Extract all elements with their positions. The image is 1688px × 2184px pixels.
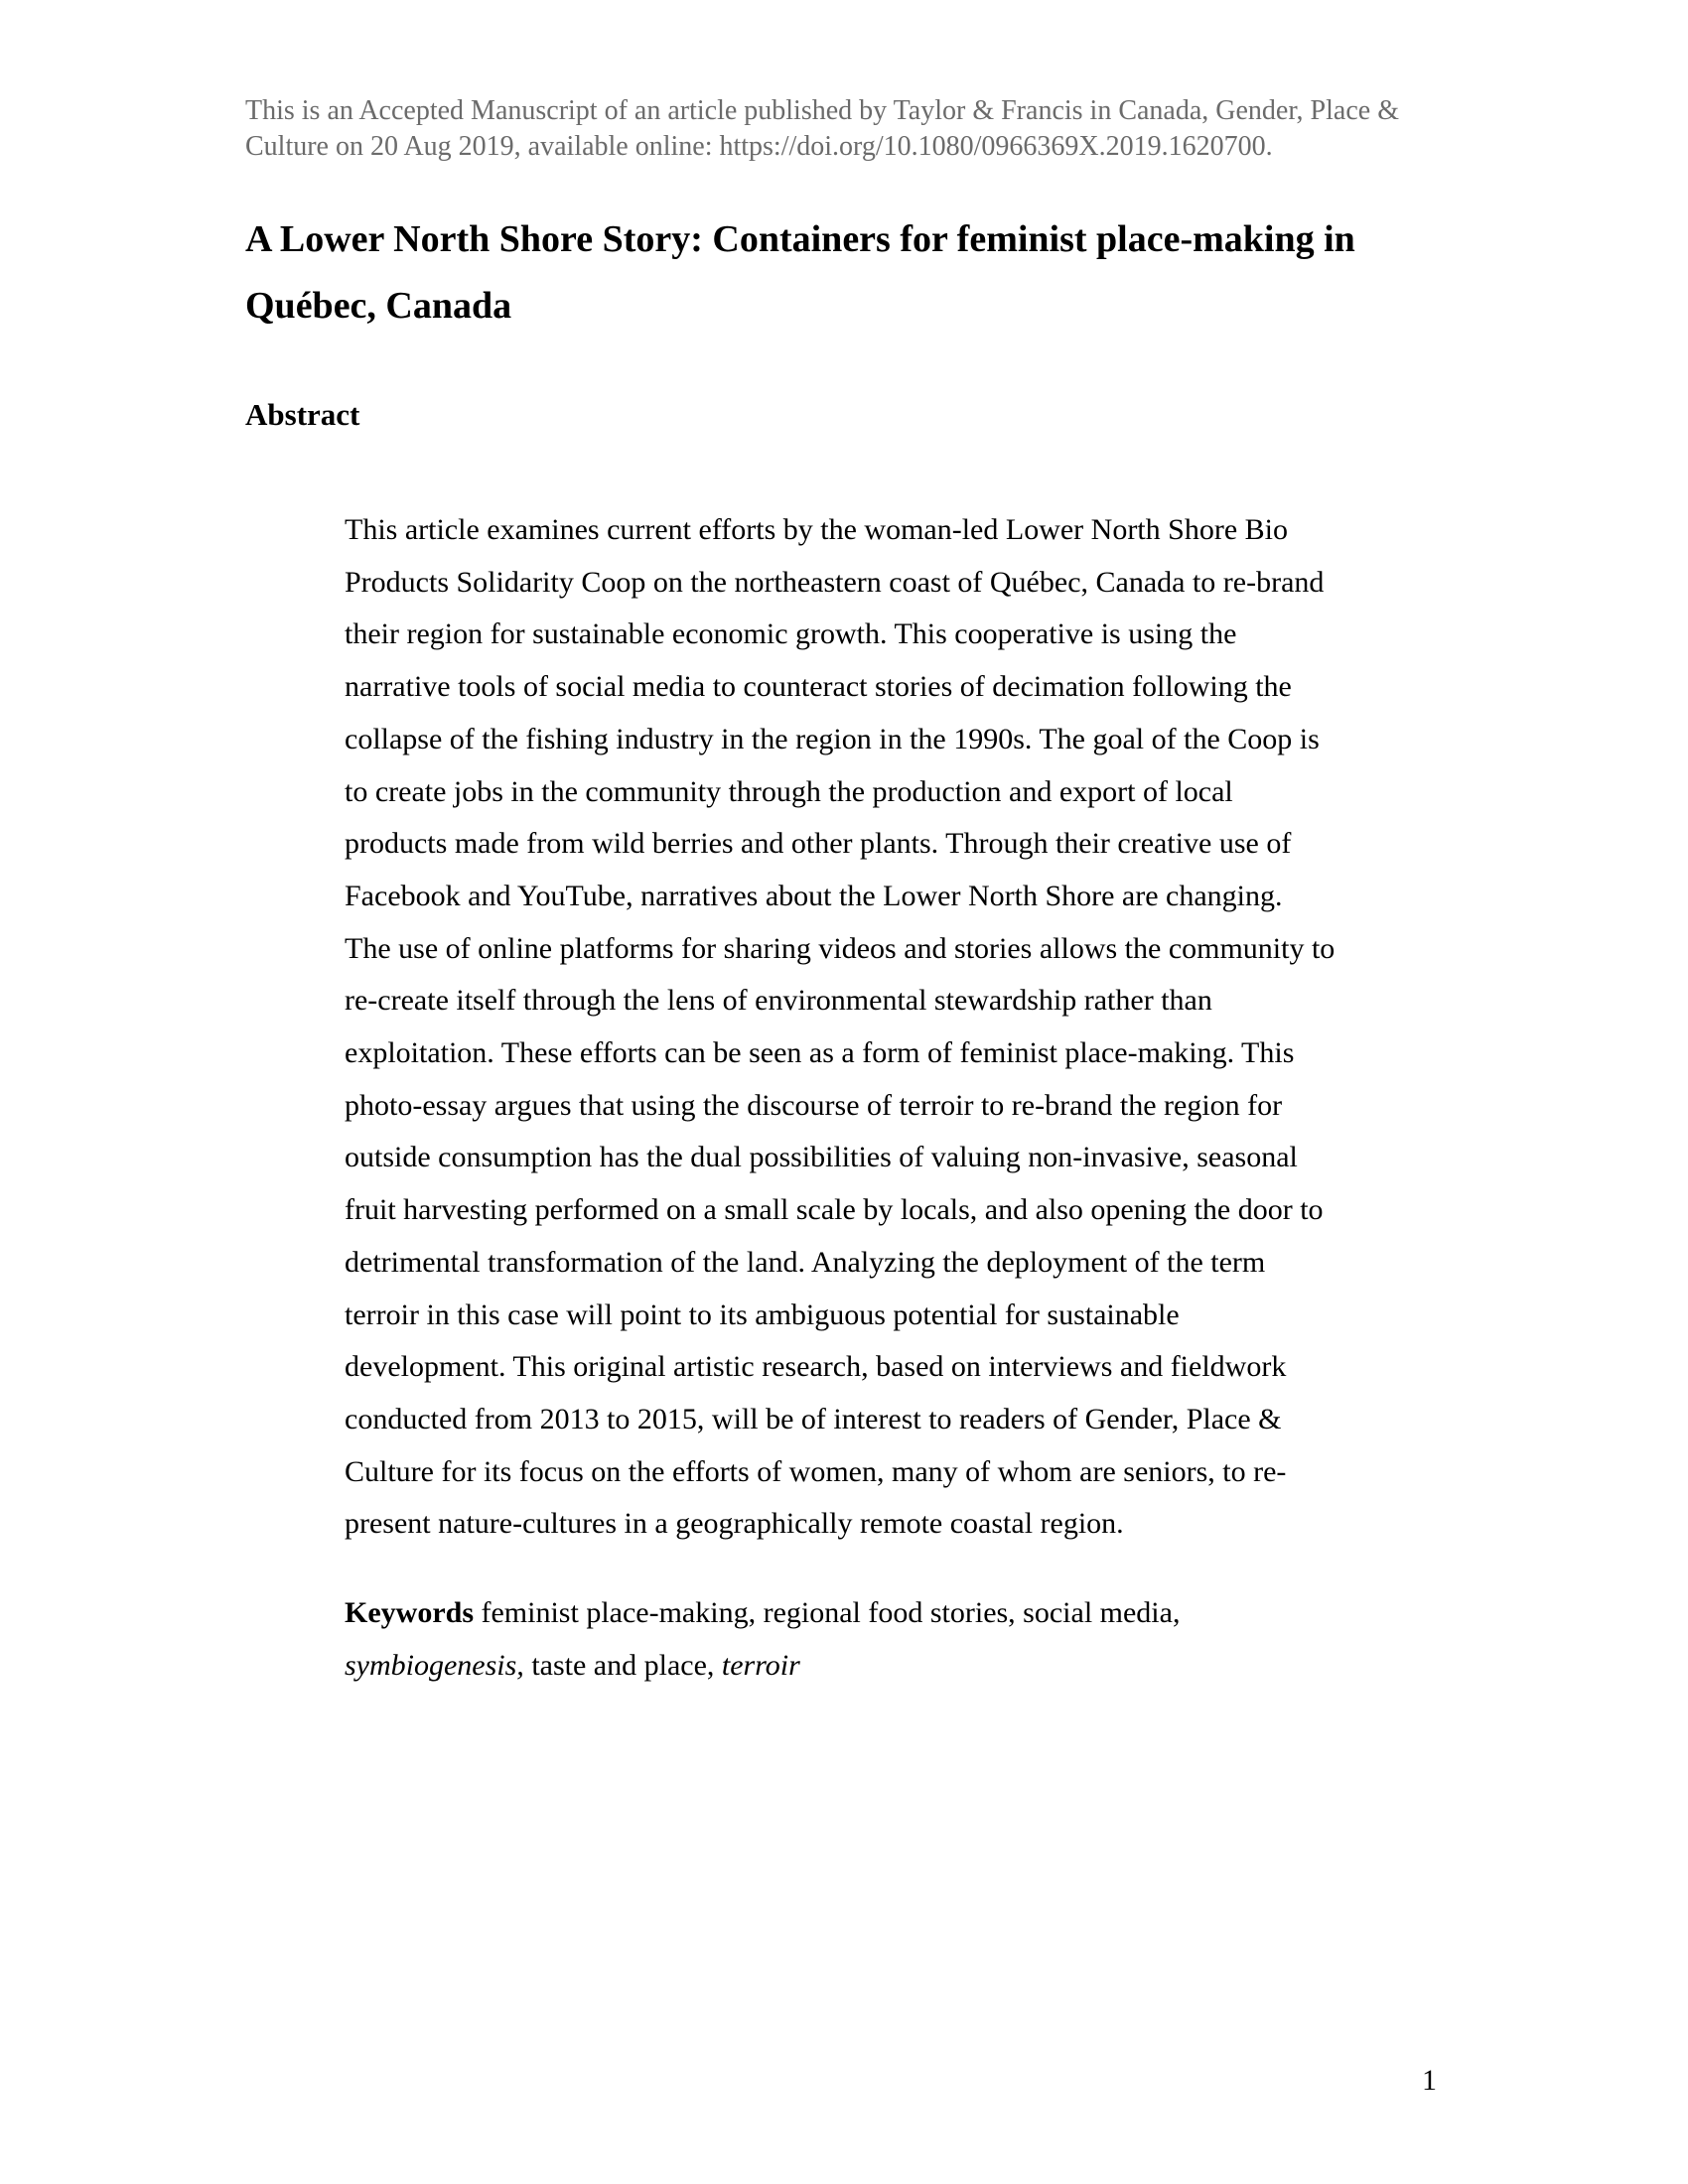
accepted-manuscript-notice bbox=[245, 93, 1437, 165]
abstract-line: fruit harvesting performed on a small scale by locals, and also opening the door to bbox=[345, 1193, 1324, 1227]
title-line-1: A Lower North Shore Story: Containers for feminist place-making in bbox=[245, 218, 1355, 260]
abstract-line: development. This original artistic research, based on interviews and fieldwork bbox=[345, 1350, 1287, 1384]
abstract-line: collapse of the fishing industry in the region in the 1990s. The goal of the Coop is bbox=[345, 722, 1320, 755]
abstract-line: re-create itself through the lens of environmental stewardship rather than bbox=[345, 984, 1212, 1018]
abstract-line: narrative tools of social media to counteract stories of decimation following the bbox=[345, 670, 1292, 704]
notice-line-1: This is an Accepted Manuscript of an article published by Taylor & Francis in Canada, Gender, Place & bbox=[245, 95, 1399, 126]
abstract-body bbox=[345, 504, 1397, 1551]
keyword-symbiogenesis: symbiogenesis, bbox=[345, 1649, 524, 1682]
abstract-line: The use of online platforms for sharing videos and stories allows the community to bbox=[345, 931, 1336, 965]
page-number: 1 bbox=[1422, 2064, 1437, 2097]
notice-line-2: Culture on 20 Aug 2019, available online: https://doi.org/10.1080/0966369X.2019.1620700. bbox=[245, 131, 1273, 162]
title-line-2: Québec, Canada bbox=[245, 285, 512, 327]
abstract-heading: Abstract bbox=[245, 397, 360, 432]
abstract-line: Facebook and YouTube, narratives about the Lower North Shore are changing. bbox=[345, 879, 1283, 912]
keyword-terroir: terroir bbox=[721, 1649, 800, 1682]
abstract-line: to create jobs in the community through the production and export of local bbox=[345, 774, 1233, 808]
abstract-line: outside consumption has the dual possibilities of valuing non-invasive, seasonal bbox=[345, 1141, 1298, 1174]
abstract-line: their region for sustainable economic growth. This cooperative is using the bbox=[345, 617, 1237, 651]
abstract-line: present nature-cultures in a geographically remote coastal region. bbox=[345, 1507, 1124, 1541]
keywords-label: Keywords bbox=[345, 1596, 474, 1629]
keywords-line-2 bbox=[345, 1639, 1397, 1692]
abstract-line: terroir in this case will point to its ambiguous potential for sustainable bbox=[345, 1297, 1180, 1331]
article-title bbox=[245, 206, 1477, 340]
abstract-line: Products Solidarity Coop on the northeastern coast of Québec, Canada to re-brand bbox=[345, 565, 1325, 599]
keywords-text-2: taste and place, bbox=[523, 1649, 722, 1682]
abstract-line: photo-essay argues that using the discourse of terroir to re-brand the region for bbox=[345, 1088, 1283, 1122]
abstract-line: This article examines current efforts by the woman-led Lower North Shore Bio bbox=[345, 513, 1288, 546]
keywords-text-1: feminist place-making, regional food stories, social media, bbox=[474, 1596, 1181, 1629]
keywords-line-1 bbox=[345, 1586, 1397, 1639]
abstract-line: conducted from 2013 to 2015, will be of interest to readers of Gender, Place & bbox=[345, 1402, 1282, 1435]
keywords-section bbox=[345, 1586, 1397, 1692]
abstract-line: products made from wild berries and other plants. Through their creative use of bbox=[345, 827, 1292, 861]
abstract-line: exploitation. These efforts can be seen as a form of feminist place-making. This bbox=[345, 1036, 1295, 1070]
abstract-line: Culture for its focus on the efforts of women, many of whom are seniors, to re- bbox=[345, 1454, 1287, 1488]
abstract-line: detrimental transformation of the land. Analyzing the deployment of the term bbox=[345, 1245, 1266, 1279]
